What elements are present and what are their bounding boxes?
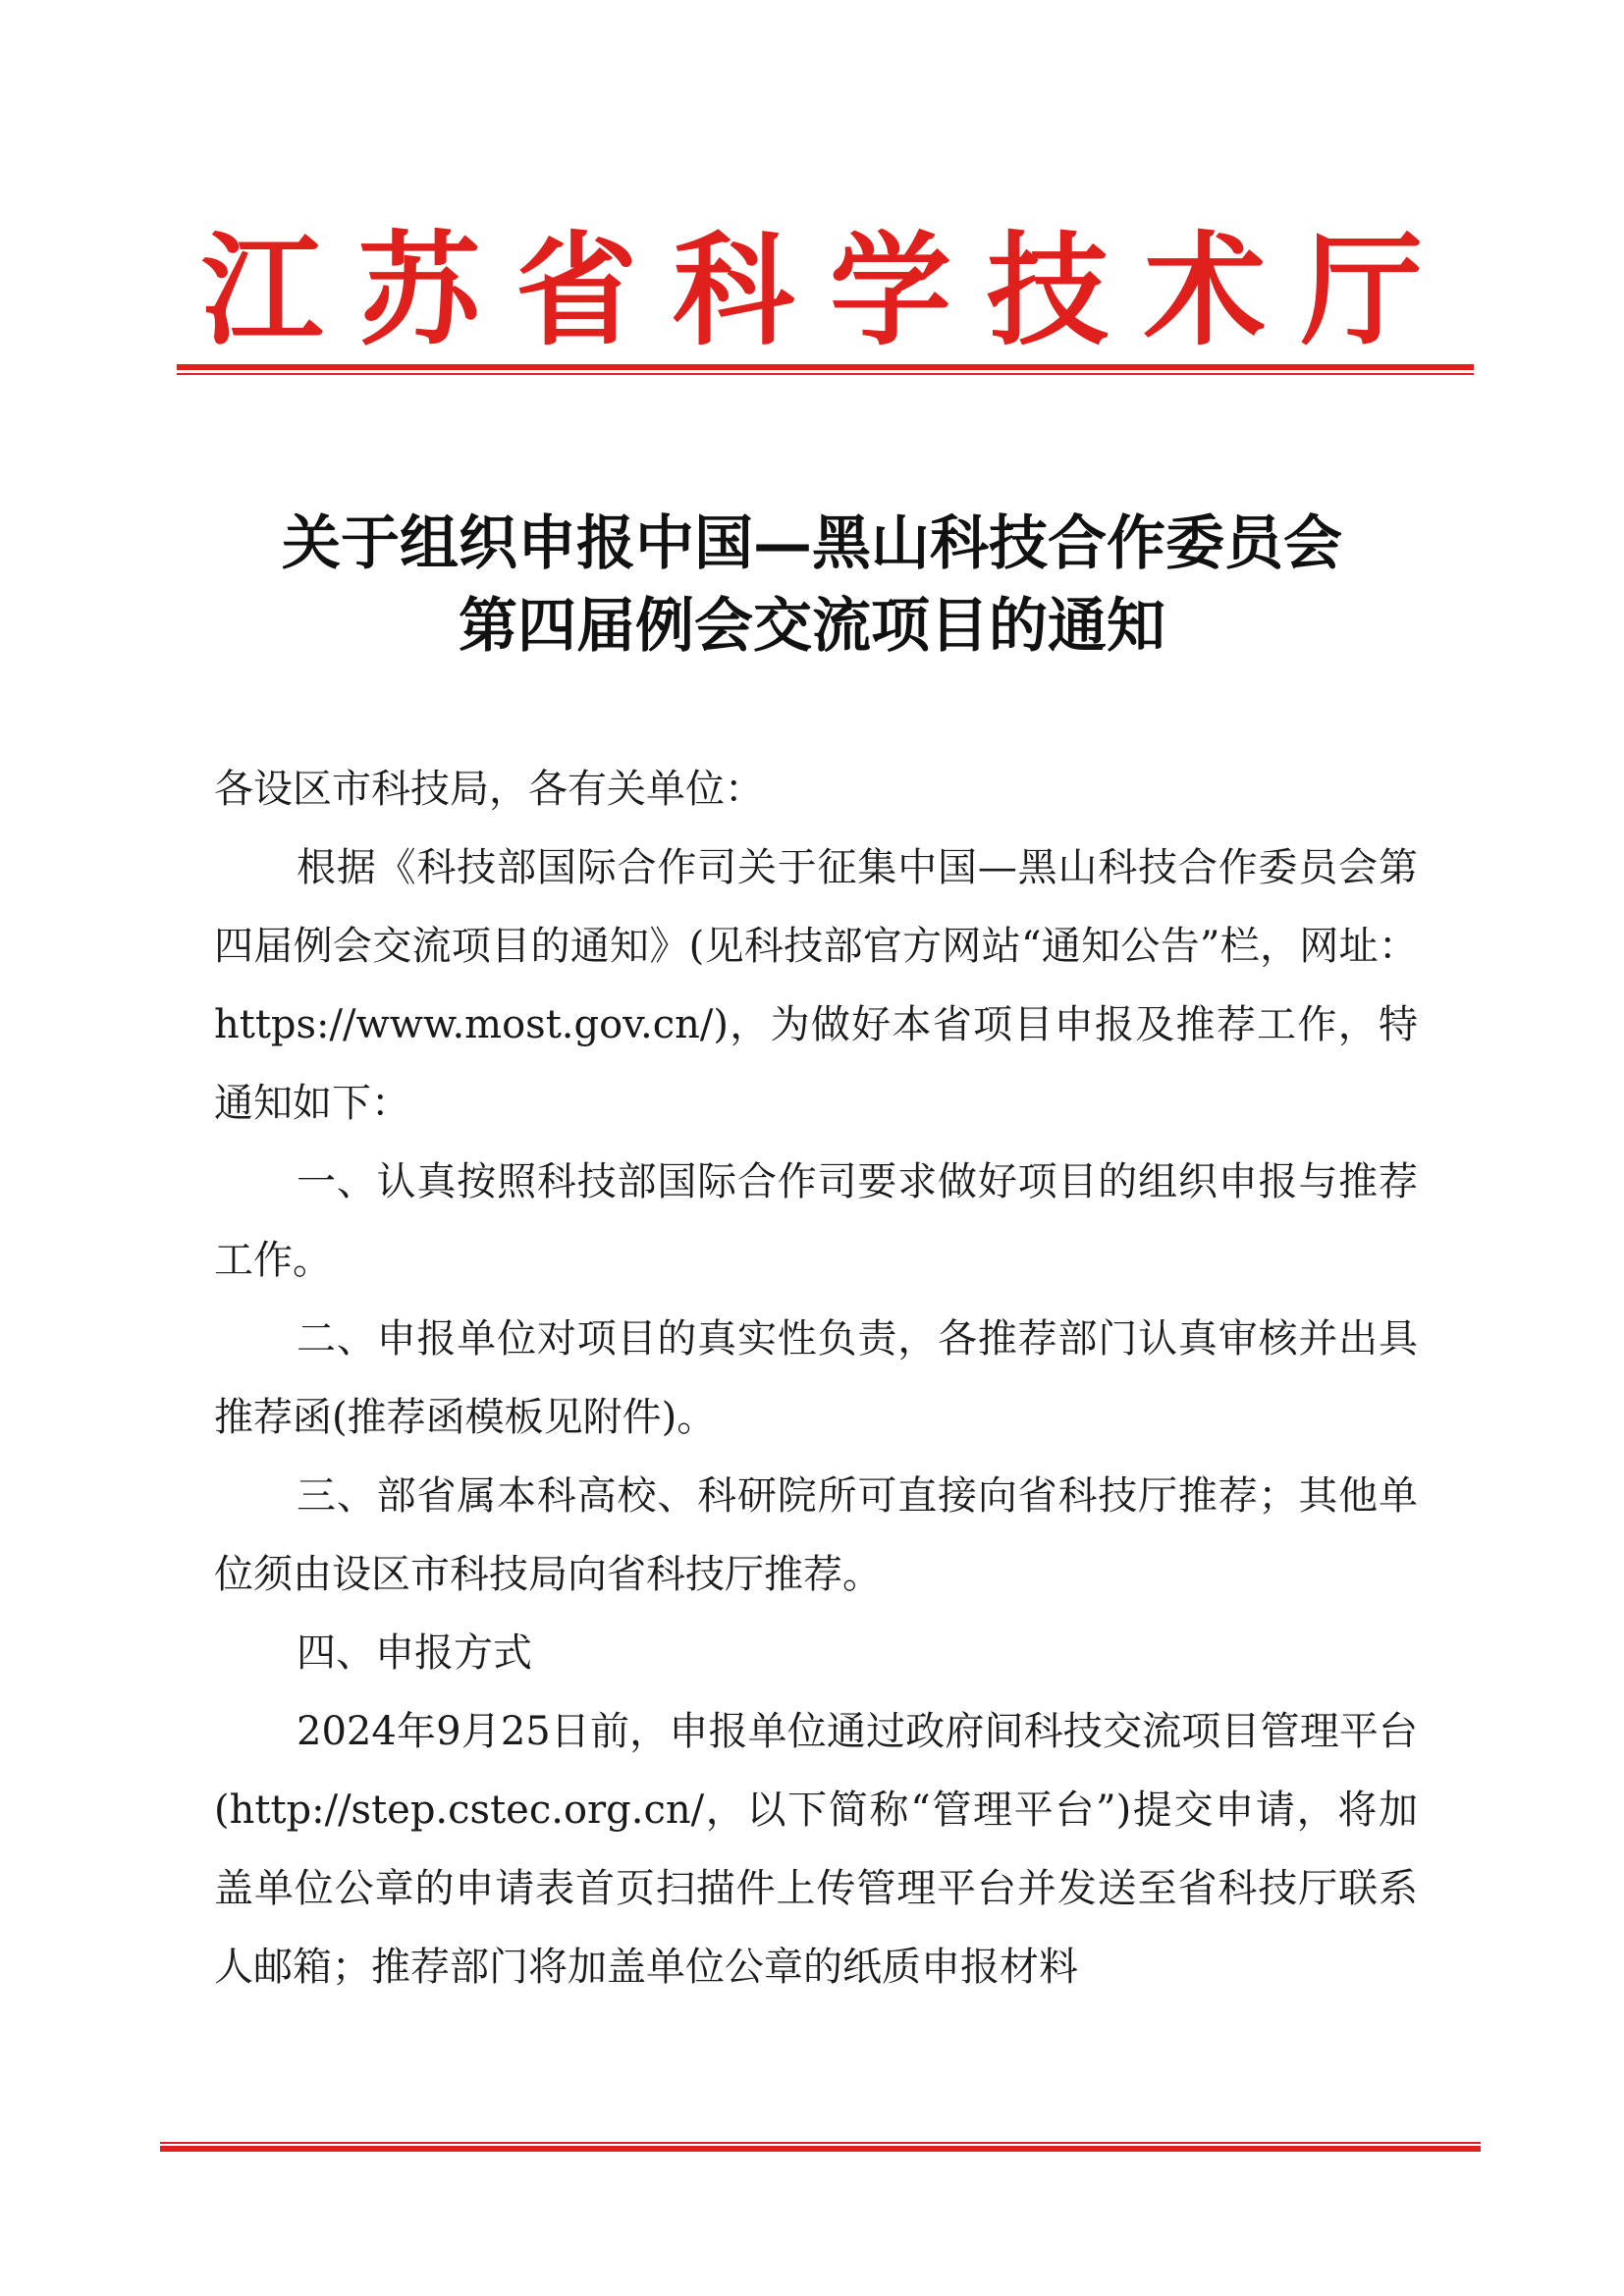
document-title: [0, 503, 1624, 667]
issuer-masthead: 江苏省科学技术厅: [200, 220, 1458, 362]
paragraph-item-2: 二、申报单位对项目的真实性负责，各推荐部门认真审核并出具推荐函(推荐函模板见附件)。: [214, 1316, 1418, 1440]
paragraph-item-3: 三、部省属本科高校、科研院所可直接向省科技厅推荐；其他单位须由设区市科技局向省科技厅推荐。: [214, 1473, 1418, 1597]
paragraph-basis: 根据《科技部国际合作司关于征集中国—黑山科技合作委员会第四届例会交流项目的通知》(见科技部官方网站“通知公告”栏，网址：https://www.most.gov.cn/)，为做好本省项目申报及推荐工作，特通知如下：: [214, 845, 1418, 1126]
document-title-line-2: 第四届例会交流项目的通知: [459, 592, 1165, 661]
salutation: 各设区市科技局，各有关单位：: [214, 767, 764, 812]
footer-rule-thin: [160, 2142, 1481, 2144]
paragraph-item-4-heading: 四、申报方式: [297, 1630, 532, 1676]
paragraph-item-1: 一、认真按照科技部国际合作司要求做好项目的组织申报与推荐工作。: [214, 1159, 1418, 1283]
paragraph-submission-method: 2024年9月25日前，申报单位通过政府间科技交流项目管理平台(http://step.cstec.org.cn/，以下简称“管理平台”)提交申请，将加盖单位公章的申请表首页扫描件上传管理平台并发送至省科技厅联系人邮箱；推荐部门将加盖单位公章的纸质申报材料: [214, 1709, 1418, 1990]
masthead-rule-thin: [177, 373, 1474, 375]
document-body: [214, 750, 1418, 2006]
document-title-line-1: 关于组织申报中国—黑山科技合作委员会: [282, 509, 1342, 578]
footer-rule-thick: [160, 2146, 1481, 2152]
masthead-rule-thick: [177, 364, 1474, 370]
